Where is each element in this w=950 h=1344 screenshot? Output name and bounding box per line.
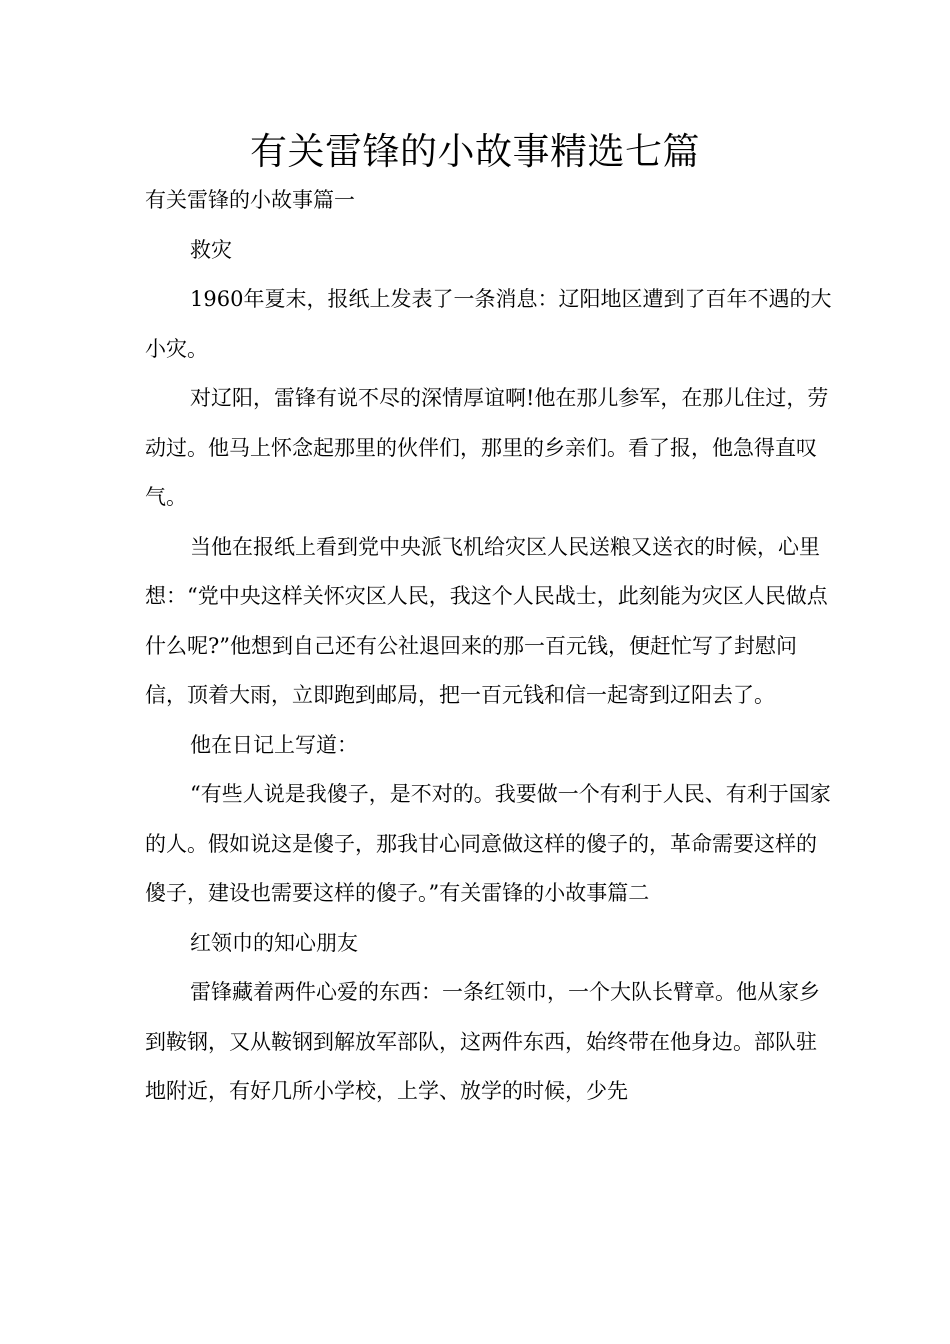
- story-title-1: 救灾: [190, 237, 232, 262]
- story-title-2: 红领巾的知心朋友: [190, 930, 358, 955]
- paragraph: 对辽阳，雷锋有说不尽的深情厚谊啊!他在那儿参军，在那儿住过，劳动过。他马上怀念起那里的伙伴们，那里的乡亲们。看了报，他急得直叹气。: [145, 386, 829, 509]
- paragraph: 他在日记上写道：: [190, 732, 358, 757]
- paragraph: 当他在报纸上看到党中央派飞机给灾区人民送粮又送衣的时候，心里想：“党中央这样关怀灾区人民，我这个人民战士，此刻能为灾区人民做点什么呢?”他想到自己还有公社退回来的那一百元钱，便赶忙写了封慰问信，顶着大雨，立即跑到邮局，把一百元钱和信一起寄到辽阳去了。: [145, 534, 828, 707]
- document-body: [145, 176, 835, 1117]
- paragraph: 雷锋藏着两件心爱的东西：一条红领巾，一个大队长臂章。他从家乡到鞍钢，又从鞍钢到解放军部队，这两件东西，始终带在他身边。部队驻地附近，有好几所小学校，上学、放学的时候，少先: [145, 980, 820, 1103]
- paragraph: 1960年夏末，报纸上发表了一条消息：辽阳地区遭到了百年不遇的大小灾。: [145, 287, 832, 361]
- document-title: 有关雷锋的小故事精选七篇: [250, 130, 700, 173]
- diary-quote-paragraph: “有些人说是我傻子，是不对的。我要做一个有利于人民、有利于国家的人。假如说这是傻子，那我甘心同意做这样的傻子的，革命需要这样的傻子，建设也需要这样的傻子。”有关雷锋的小故事篇二: [145, 782, 831, 905]
- section-heading-1: 有关雷锋的小故事篇一: [145, 188, 355, 212]
